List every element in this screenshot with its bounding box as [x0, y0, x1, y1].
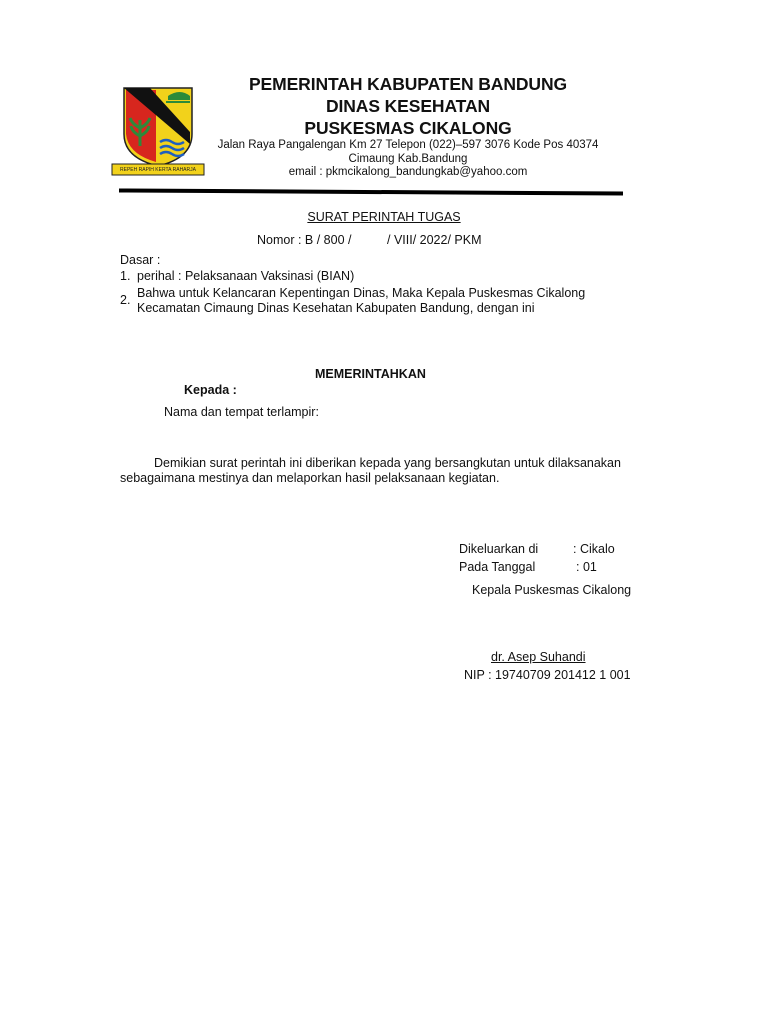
- header-divider: [119, 188, 623, 195]
- dasar-item-1-text: perihal : Pelaksanaan Vaksinasi (BIAN): [137, 269, 355, 283]
- dasar-item-1-number: 1.: [120, 269, 131, 283]
- recipient-note: Nama dan tempat terlampir:: [164, 405, 319, 419]
- date-label: Pada Tanggal: [459, 560, 536, 574]
- header-government: PEMERINTAH KABUPATEN BANDUNG: [248, 74, 568, 94]
- header-department: DINAS KESEHATAN: [325, 96, 491, 116]
- dasar-item-2-number: 2.: [120, 293, 131, 307]
- logo-motto: REPEH RAPIH KERTA RAHARJA: [120, 167, 196, 173]
- letter-number: Nomor : B / 800 /: [257, 233, 352, 247]
- signer-position: Kepala Puskesmas Cikalong: [472, 583, 632, 597]
- header-puskesmas: PUSKESMAS CIKALONG: [304, 118, 512, 138]
- header-email: email : pkmcikalong_bandungkab@yahoo.com: [288, 166, 528, 178]
- signer-name: dr. Asep Suhandi: [491, 650, 586, 664]
- issued-value: : Cikalo: [573, 542, 615, 556]
- header-city: Cimaung Kab.Bandung: [348, 153, 468, 165]
- header-address: Jalan Raya Pangalengan Km 27 Telepon (022)–597 3076 Kode Pos 40374: [217, 139, 599, 151]
- dasar-item-2-text-cont: Kecamatan Cimaung Dinas Kesehatan Kabupaten Bandung, dengan ini: [137, 301, 535, 315]
- letter-number-suffix: / VIII/ 2022/ PKM: [387, 233, 482, 247]
- closing-line-1: Demikian surat perintah ini diberikan kepada yang bersangkutan untuk dilaksanakan: [154, 456, 621, 470]
- kepada-label: Kepada :: [184, 383, 237, 397]
- issued-label: Dikeluarkan di: [459, 542, 539, 556]
- date-value: : 01: [576, 560, 597, 574]
- closing-line-2: sebagaimana mestinya dan melaporkan hasil pelaksanaan kegiatan.: [120, 471, 500, 485]
- dasar-label: Dasar :: [120, 253, 161, 267]
- kabupaten-bandung-emblem: [110, 84, 206, 180]
- order-heading: MEMERINTAHKAN: [315, 367, 426, 381]
- letter-title: SURAT PERINTAH TUGAS: [307, 210, 461, 224]
- dasar-item-2-text: Bahwa untuk Kelancaran Kepentingan Dinas, Maka Kepala Puskesmas Cikalong: [137, 286, 586, 300]
- signer-nip: NIP : 19740709 201412 1 001: [464, 668, 631, 682]
